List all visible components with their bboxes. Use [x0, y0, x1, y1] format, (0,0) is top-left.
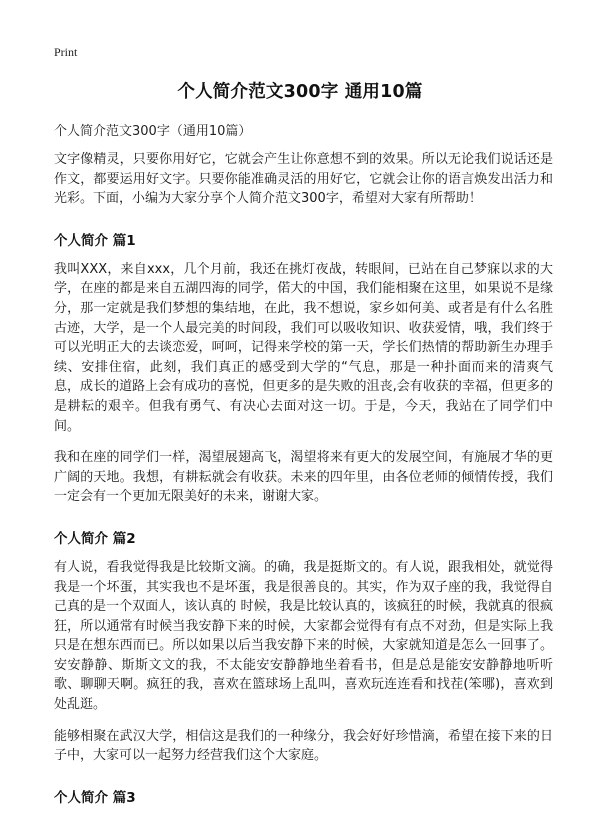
section-heading-3: 个人简介 篇3 [54, 789, 136, 806]
section-2-paragraph-1: 有人说，看我觉得我是比较斯文滴。的确，我是挺斯文的。有人说，跟我相处，就觉得我是一个坏蛋，其实我也不是坏蛋，我是很善良的。其实，作为双子座的我，我觉得自己真的是一个双面人，该认真的 时候，我是比较认真的，该疯狂的时候，我就真的很疯狂，所以通常有时候当我安静下来的时候，大家都会觉得有有点不对劲，但是实际上我只是在想东西而已。所以如果以后当我安静下来的时候，大家就知道是怎么一回事了。安安静静、斯斯文文的我，不太能安安静静地坐着看书，但是总是能安安静静地听听歌、聊聊天啊。疯狂的我，喜欢在篮球场上乱叫，喜欢玩连连看和找茬(笨哪)，喜欢到处乱逛。 [54, 559, 553, 713]
section-heading-2: 个人简介 篇2 [54, 530, 136, 547]
print-link[interactable]: Print [54, 45, 78, 59]
section-heading-1: 个人简介 篇1 [54, 232, 136, 249]
intro-paragraph: 文字像精灵，只要你用好它，它就会产生让你意想不到的效果。所以无论我们说话还是作文，都要运用好文字。只要你能准确灵活的用好它，它就会让你的语言焕发出活力和光彩。下面，小编为大家分享个人简介范文300字，希望对大家有所帮助！ [54, 152, 553, 207]
section-1-paragraph-2: 我和在座的同学们一样，渴望展翅高飞，渴望将来有更大的发展空间，有施展才华的更广阔的天地。我想，有耕耘就会有收获。未来的四年里，由各位老师的倾情传授，我们一定会有一个更加无限美好的未来，谢谢大家。 [54, 450, 553, 505]
document-subtitle: 个人简介范文300字（通用10篇） [54, 124, 252, 139]
page-title: 个人简介范文300字 通用10篇 [177, 82, 423, 102]
section-1-paragraph-1: 我叫XXX，来自xxx，几个月前，我还在挑灯夜战，转眼间，已站在自己梦寐以求的大学，在座的都是来自五湖四海的同学，偌大的中国，我们能相聚在这里，如果说不是缘分，那一定就是我们梦想的集结地，在此，我不想说，家乡如何美、或者是有什么名胜古迹，大学，是一个人最完美的时间段，我们可以吸收知识、收获爱情，哦，我们终于可以光明正大的去谈恋爱，呵呵，记得来学校的第一天，学长们热情的帮助新生办理手续、安排住宿，此刻，我们真正的感受到大学的“气息，那是一种扑面而来的清爽气息，成长的道路上会有成功的喜悦，但更多的是失败的沮丧,会有收获的幸福，但更多的是耕耘的艰辛。但我有勇气、有决心去面对这一切。于是，今天，我站在了同学们中间。 [54, 261, 553, 434]
section-2-paragraph-2: 能够相聚在武汉大学，相信这是我们的一种缘分，我会好好珍惜滴，希望在接下来的日子中，大家可以一起努力经营我们这个大家庭。 [54, 728, 553, 764]
document-body [54, 150, 553, 817]
